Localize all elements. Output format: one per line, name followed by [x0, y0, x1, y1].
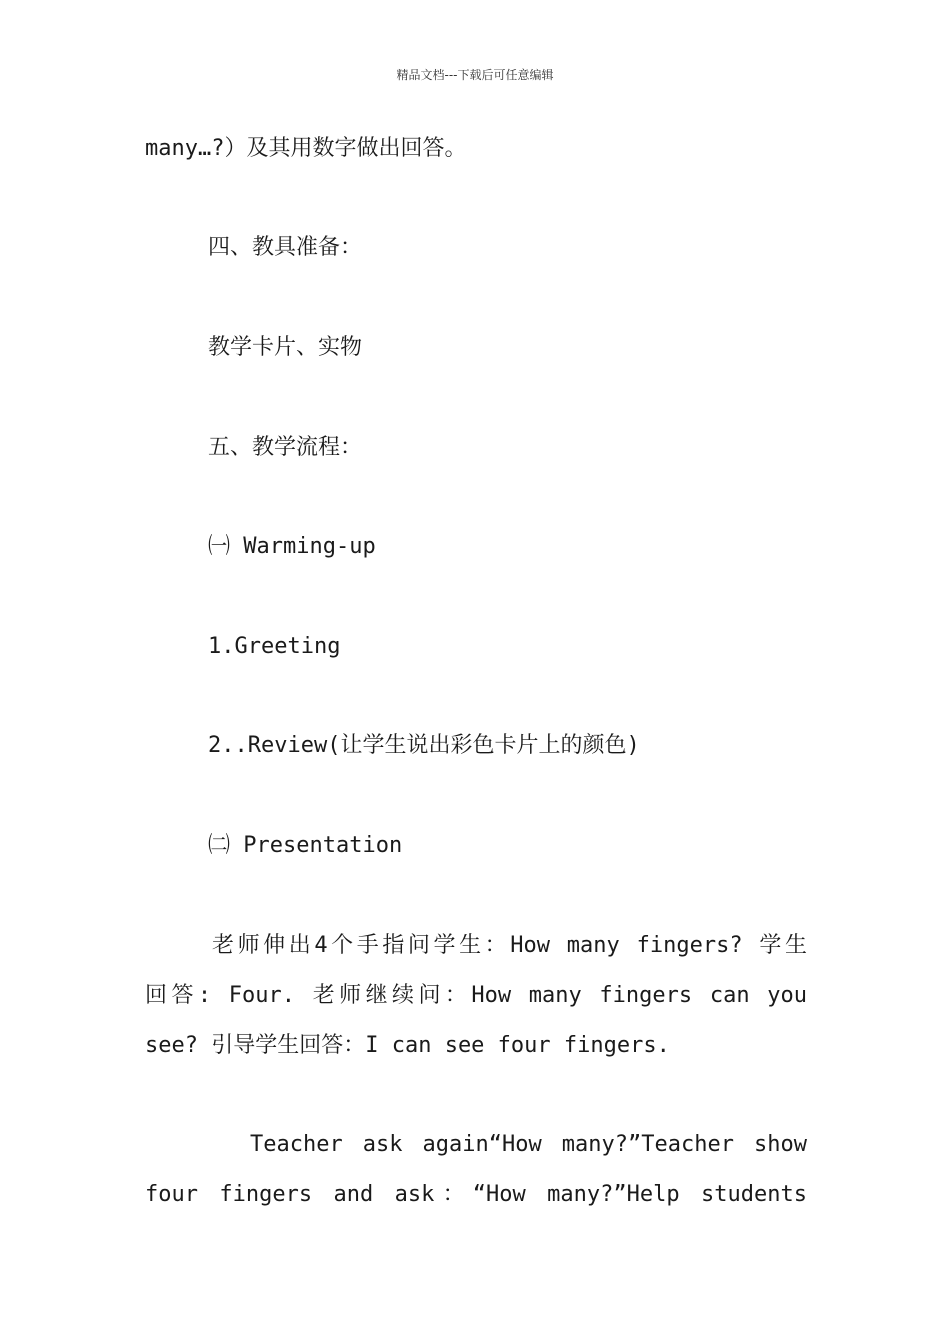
text-line-continuation: many…?）及其用数字做出回答。: [145, 136, 467, 161]
section-heading-teaching-aids: 四、教具准备：: [208, 235, 363, 260]
step-item-greeting: 1.Greeting: [208, 634, 341, 659]
paragraph-1-line-2: 回答: Four. 老师继续问：How many fingers can you: [145, 983, 807, 1008]
step-heading-warming-up: ㈠ Warming-up: [208, 534, 376, 559]
page-header: 精品文档---下载后可任意编辑: [396, 68, 554, 82]
paragraph-1-line-1: 老师伸出4个手指问学生：How many fingers? 学生: [212, 933, 807, 958]
text-line-teaching-aids: 教学卡片、实物: [208, 335, 363, 360]
paragraph-2-line-2: four fingers and ask：“How many?”Help students: [145, 1182, 807, 1207]
step-item-review: 2..Review(让学生说出彩色卡片上的颜色): [208, 733, 640, 758]
paragraph-1-line-3: see? 引导学生回答：I can see four fingers.: [145, 1033, 670, 1058]
paragraph-2-line-1: Teacher ask again“How many?”Teacher show: [250, 1132, 807, 1157]
section-heading-teaching-process: 五、教学流程：: [208, 435, 363, 460]
step-heading-presentation: ㈡ Presentation: [208, 833, 403, 858]
